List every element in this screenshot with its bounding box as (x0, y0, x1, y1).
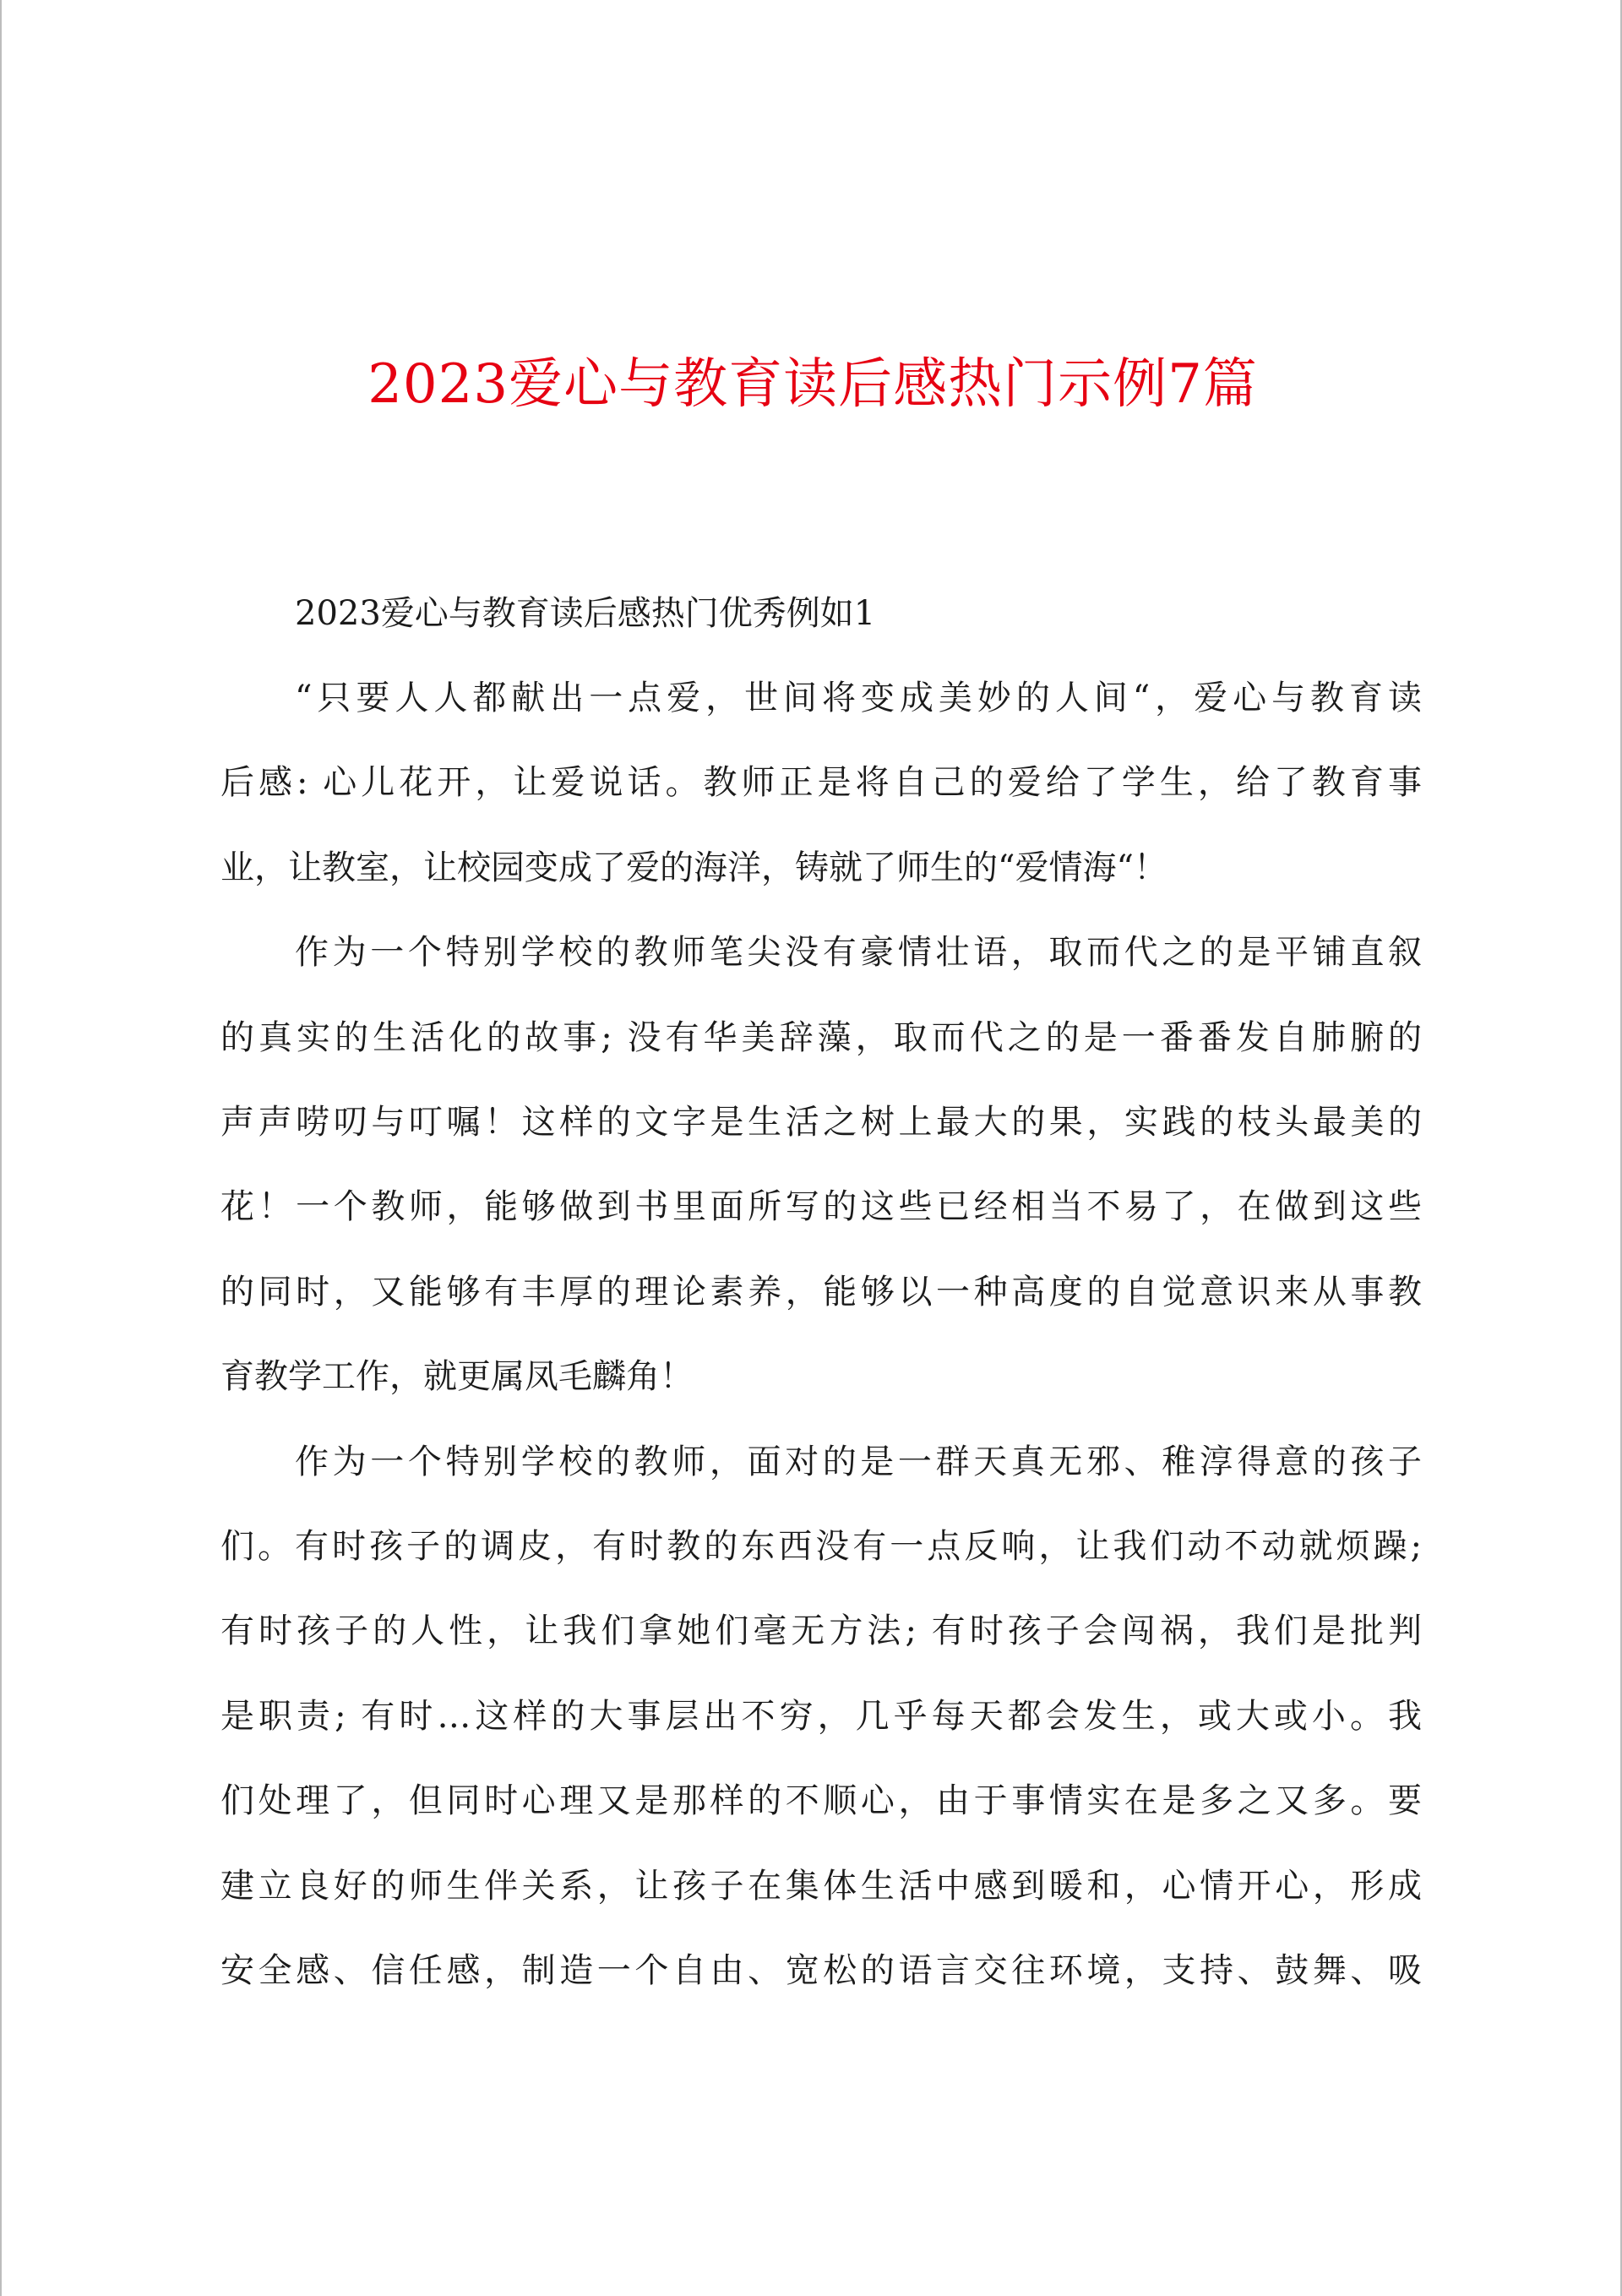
paragraph-2 (220, 910, 1422, 1419)
paragraph-line: “只要人人都献出一点爱，世间将变成美妙的人间“，爱心与教育读 (295, 679, 1422, 717)
paragraph-1 (220, 656, 1422, 910)
paragraph-line: 花！一个教师，能够做到书里面所写的这些已经相当不易了，在做到这些 (220, 1187, 1422, 1227)
paragraph-line: 们处理了，但同时心理又是那样的不顺心，由于事情实在是多之又多。要 (220, 1781, 1422, 1821)
paragraph-line: 建立良好的师生伴关系，让孩子在集体生活中感到暖和，心情开心，形成 (220, 1866, 1422, 1906)
paragraph-line: 业，让教室，让校园变成了爱的海洋，铸就了师生的“爱情海“！ (220, 848, 1168, 887)
paragraph-line: 的同时，又能够有丰厚的理论素养，能够以一种高度的自觉意识来从事教 (220, 1272, 1422, 1312)
document-title: 2023爱心与教育读后感热门示例7篇 (367, 353, 1258, 416)
paragraph-line: 作为一个特别学校的教师，面对的是一群天真无邪、稚淳得意的孩子 (295, 1442, 1422, 1481)
paragraph-line: 是职责; 有时…这样的大事层出不穷，几乎每天都会发生，或大或小。我 (220, 1696, 1422, 1736)
paragraph-line: 安全感、信任感，制造一个自由、宽松的语言交往环境，支持、鼓舞、吸 (220, 1951, 1422, 1991)
paragraph-line: 声声唠叨与叮嘱！这样的文字是生活之树上最大的果，实践的枝头最美的 (220, 1103, 1422, 1143)
paragraph-line: 后感: 心儿花开，让爱说话。教师正是将自己的爱给了学生，给了教育事 (220, 763, 1422, 803)
paragraph-line: 作为一个特别学校的教师笔尖没有豪情壮语，取而代之的是平铺直叙 (295, 933, 1422, 973)
section-heading: 2023爱心与教育读后感热门优秀例如1 (295, 594, 876, 633)
document-body (220, 571, 1422, 2014)
paragraph-line: 的真实的生活化的故事; 没有华美辞藻，取而代之的是一番番发自肺腑的 (220, 1017, 1422, 1057)
paragraph-line: 育教学工作，就更属凤毛麟角！ (220, 1357, 694, 1397)
paragraph-3 (220, 1420, 1422, 2014)
paragraph-line: 有时孩子的人性，让我们拿她们毫无方法; 有时孩子会闯祸，我们是批判 (220, 1612, 1422, 1651)
paragraph-line: 们。有时孩子的调皮，有时教的东西没有一点反响，让我们动不动就烦躁; (220, 1527, 1422, 1567)
